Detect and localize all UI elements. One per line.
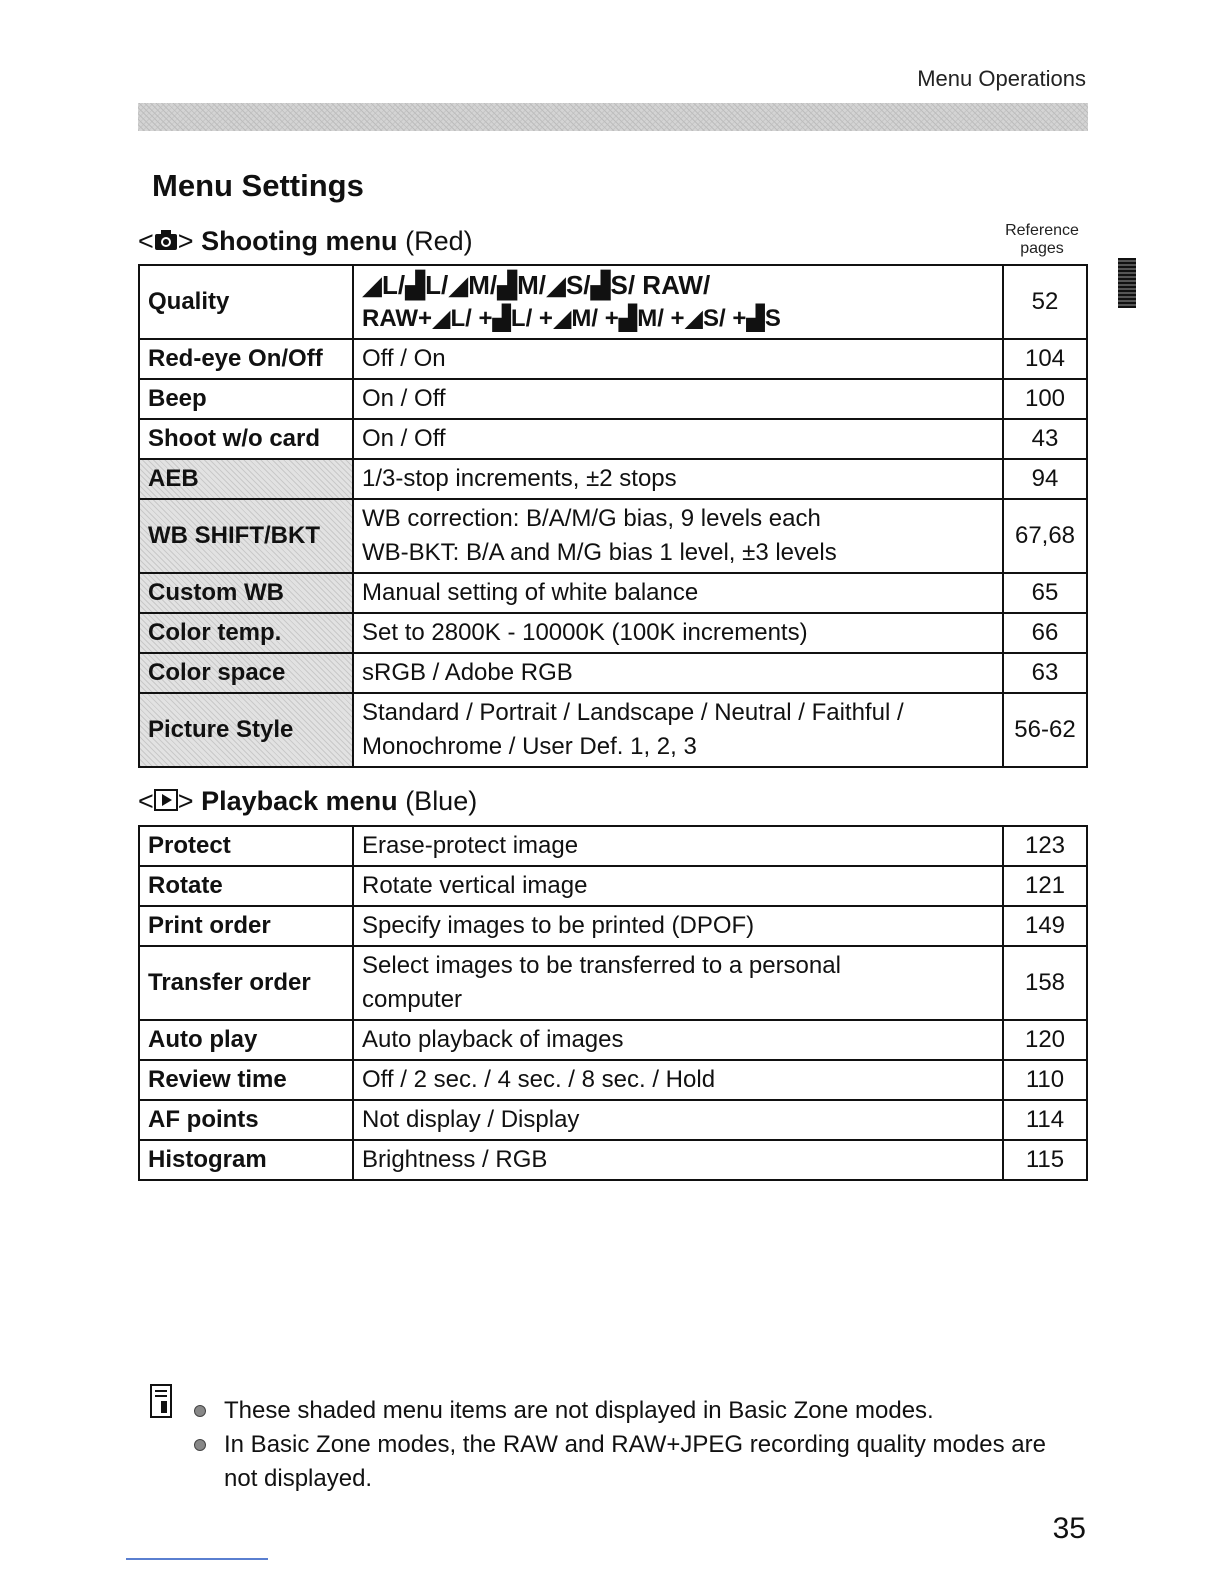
reference-page: 52 <box>1003 265 1087 339</box>
options-line: Monochrome / User Def. 1, 2, 3 <box>362 733 697 760</box>
setting-name: Review time <box>139 1060 353 1100</box>
reference-page: 158 <box>1003 946 1087 1020</box>
table-row <box>139 573 1087 613</box>
options-line: WB correction: B/A/M/G bias, 9 levels each <box>362 505 821 532</box>
reference-page: 114 <box>1003 1100 1087 1140</box>
note-text: These shaded menu items are not displayed in Basic Zone modes. <box>224 1397 934 1424</box>
setting-name: Quality <box>139 265 353 339</box>
reference-page: 110 <box>1003 1060 1087 1100</box>
table-row <box>139 946 1087 1020</box>
setting-name: Picture Style <box>139 693 353 767</box>
side-tab-marker <box>1118 258 1136 308</box>
reference-page: 63 <box>1003 653 1087 693</box>
setting-name: Red-eye On/Off <box>139 339 353 379</box>
table-row <box>139 379 1087 419</box>
note-item <box>190 1428 1050 1496</box>
reference-page: 115 <box>1003 1140 1087 1180</box>
camera-icon <box>154 227 178 258</box>
setting-options <box>353 693 1003 767</box>
playback-menu-table <box>138 825 1088 1181</box>
table-row <box>139 866 1087 906</box>
setting-options: On / Off <box>353 379 1003 419</box>
quality-options-line: RAW+◢L/ +▟L/ +◢M/ +▟M/ +◢S/ +▟S <box>362 305 781 332</box>
setting-options: Not display / Display <box>353 1100 1003 1140</box>
setting-options <box>353 265 1003 339</box>
table-row <box>139 1020 1087 1060</box>
table-row <box>139 419 1087 459</box>
note-item <box>190 1394 1050 1428</box>
shooting-menu-title: Shooting menu <box>201 226 398 256</box>
reference-page: 56-62 <box>1003 693 1087 767</box>
setting-name: Color space <box>139 653 353 693</box>
bullet-icon <box>194 1439 206 1451</box>
table-row <box>139 499 1087 573</box>
setting-options: Specify images to be printed (DPOF) <box>353 906 1003 946</box>
play-icon <box>154 787 178 818</box>
open-bracket: < <box>138 786 154 816</box>
setting-options: Manual setting of white balance <box>353 573 1003 613</box>
setting-name: Protect <box>139 826 353 866</box>
playback-menu-title: Playback menu <box>201 786 398 816</box>
playback-menu-heading <box>138 786 477 818</box>
table-row <box>139 1140 1087 1180</box>
reference-page: 149 <box>1003 906 1087 946</box>
memo-icon <box>150 1384 172 1418</box>
setting-name: AF points <box>139 1100 353 1140</box>
setting-name: Rotate <box>139 866 353 906</box>
table-row <box>139 459 1087 499</box>
table-row <box>139 613 1087 653</box>
setting-name: Transfer order <box>139 946 353 1020</box>
setting-options <box>353 946 1003 1020</box>
reference-page: 104 <box>1003 339 1087 379</box>
section-header: Menu Operations <box>917 66 1086 91</box>
reference-page: 67,68 <box>1003 499 1087 573</box>
setting-options: Rotate vertical image <box>353 866 1003 906</box>
options-line: Standard / Portrait / Landscape / Neutral / Faithful / <box>362 699 904 726</box>
setting-options: sRGB / Adobe RGB <box>353 653 1003 693</box>
reference-page: 121 <box>1003 866 1087 906</box>
setting-options: 1/3-stop increments, ±2 stops <box>353 459 1003 499</box>
options-line: Select images to be transferred to a personal <box>362 952 841 979</box>
reference-page: 120 <box>1003 1020 1087 1060</box>
shooting-menu-color: (Red) <box>405 226 473 256</box>
quality-options-line: ◢L/▟L/◢M/▟M/◢S/▟S/ RAW/ <box>362 270 711 300</box>
reference-page: 65 <box>1003 573 1087 613</box>
setting-options <box>353 499 1003 573</box>
table-row <box>139 1100 1087 1140</box>
reference-page: 66 <box>1003 613 1087 653</box>
setting-options: Off / 2 sec. / 4 sec. / 8 sec. / Hold <box>353 1060 1003 1100</box>
setting-name: Beep <box>139 379 353 419</box>
options-line: computer <box>362 986 463 1013</box>
note-text: In Basic Zone modes, the RAW and RAW+JPEG recording quality modes are not displayed. <box>224 1431 1046 1492</box>
table-row <box>139 265 1087 339</box>
shooting-menu-heading <box>138 226 473 258</box>
table-row <box>139 826 1087 866</box>
notes-list <box>190 1394 1050 1496</box>
options-line: WB-BKT: B/A and M/G bias 1 level, ±3 levels <box>362 539 837 566</box>
table-row <box>139 653 1087 693</box>
close-bracket: > <box>177 226 194 256</box>
setting-name: Color temp. <box>139 613 353 653</box>
reference-pages-label: Reference pages <box>1005 222 1079 257</box>
header-band <box>138 103 1088 131</box>
open-bracket: < <box>138 226 154 256</box>
page-number: 35 <box>1052 1512 1086 1545</box>
setting-options: Brightness / RGB <box>353 1140 1003 1180</box>
bullet-icon <box>194 1405 206 1417</box>
table-row <box>139 1060 1087 1100</box>
close-bracket: > <box>177 786 194 816</box>
reference-page: 123 <box>1003 826 1087 866</box>
setting-name: Auto play <box>139 1020 353 1060</box>
setting-name: Custom WB <box>139 573 353 613</box>
setting-options: Off / On <box>353 339 1003 379</box>
reference-page: 94 <box>1003 459 1087 499</box>
setting-options: Auto playback of images <box>353 1020 1003 1060</box>
setting-name: Print order <box>139 906 353 946</box>
setting-options: On / Off <box>353 419 1003 459</box>
footer-rule <box>126 1558 268 1560</box>
table-row <box>139 339 1087 379</box>
shooting-menu-table <box>138 264 1088 768</box>
page-title: Menu Settings <box>152 168 364 203</box>
setting-options: Set to 2800K - 10000K (100K increments) <box>353 613 1003 653</box>
setting-name: Shoot w/o card <box>139 419 353 459</box>
table-row <box>139 906 1087 946</box>
reference-page: 43 <box>1003 419 1087 459</box>
setting-name: AEB <box>139 459 353 499</box>
table-row <box>139 693 1087 767</box>
setting-options: Erase-protect image <box>353 826 1003 866</box>
setting-name: WB SHIFT/BKT <box>139 499 353 573</box>
reference-page: 100 <box>1003 379 1087 419</box>
playback-menu-color: (Blue) <box>405 786 478 816</box>
setting-name: Histogram <box>139 1140 353 1180</box>
